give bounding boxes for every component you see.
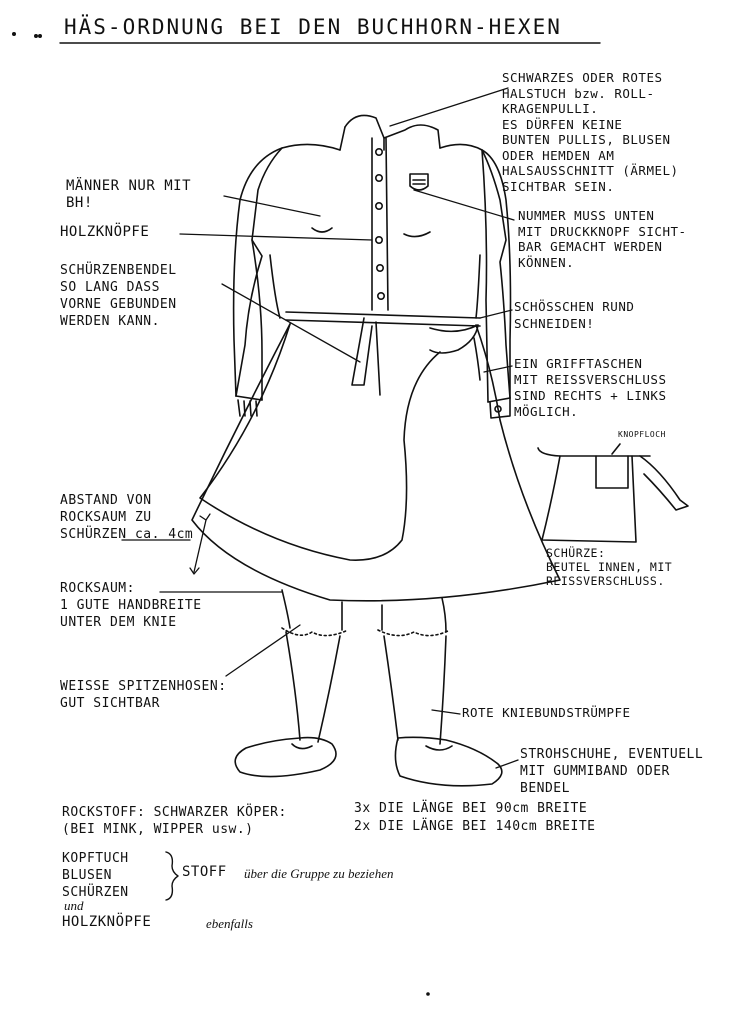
label-gruppe: über die Gruppe zu beziehen <box>244 866 394 881</box>
blouse-buttons <box>376 149 384 299</box>
label-stoffliste: KOPFTUCH BLUSEN SCHÜRZEN <box>62 851 129 900</box>
brace <box>166 852 178 900</box>
label-holzknoepfe-2: HOLZKNÖPFE <box>62 914 152 930</box>
label-laenge: 3x DIE LÄNGE BEI 90cm BREITE 2x DIE LÄNGE BEI 140cm BREITE <box>354 801 596 834</box>
legs <box>282 590 450 744</box>
label-schuerzenbendel: SCHÜRZENBENDEL SO LANG DASS VORNE GEBUNDEN WERDEN KANN. <box>60 263 177 329</box>
number-badge <box>410 174 428 190</box>
label-und: und <box>64 898 84 913</box>
label-grifftaschen: EIN GRIFFTASCHEN MIT REISSVERSCHLUSS SIND RECHTS + LINKS MÖGLICH. <box>514 356 667 419</box>
blouse-collar <box>340 115 440 150</box>
margin-dot <box>427 993 429 995</box>
margin-dot <box>13 33 15 35</box>
skirt-outline <box>192 324 560 601</box>
label-rockstoff: ROCKSTOFF: SCHWARZER KÖPER: (BEI MINK, WIPPER usw.) <box>62 805 287 837</box>
margin-dot <box>35 35 37 37</box>
margin-dot <box>39 35 41 37</box>
straw-shoes <box>235 737 502 785</box>
blouse-outline <box>234 138 511 418</box>
label-rocksaum: ROCKSAUM: 1 GUTE HANDBREITE UNTER DEM KNIE <box>60 581 202 630</box>
label-ebenfalls: ebenfalls <box>206 916 253 931</box>
apron-waistband <box>286 312 480 395</box>
label-holzknoepfe: HOLZKNÖPFE <box>60 224 150 240</box>
label-nummer: NUMMER MUSS UNTEN MIT DRUCKKNOPF SICHT- BAR GEMACHT WERDEN KÖNNEN. <box>518 208 687 270</box>
label-maenner: MÄNNER NUR MIT BH! <box>66 178 192 211</box>
label-halstuch: SCHWARZES ODER ROTES HALSTUCH bzw. ROLL- KRAGENPULLI. ES DÜRFEN KEINE BUNTEN PULLIS, BLUSEN ODER HEMDEN AM HALSAUSSCHNITT (ÄRMEL) SICHTBAR SEIN. <box>502 70 679 194</box>
page-title: HÄS-ORDNUNG BEI DEN BUCHHORN-HEXEN <box>64 15 562 39</box>
label-spitzenhosen: WEISSE SPITZENHOSEN: GUT SICHTBAR <box>60 679 227 711</box>
apron-detail-sketch <box>538 444 688 542</box>
label-schoesschen: SCHÖSSCHEN RUND SCHNEIDEN! <box>514 299 635 331</box>
label-knopfloch: KNOPFLOCH <box>618 430 666 439</box>
label-strohschuhe: STROHSCHUHE, EVENTUELL MIT GUMMIBAND ODER BENDEL <box>520 747 704 796</box>
label-schuerze: SCHÜRZE: BEUTEL INNEN, MIT REISSVERSCHLUSS. <box>546 546 673 588</box>
label-stoff: STOFF <box>182 864 227 880</box>
label-abstand: ABSTAND VON ROCKSAUM ZU SCHÜRZEN ca. 4cm <box>60 493 194 542</box>
label-struempfe: ROTE KNIEBUNDSTRÜMPFE <box>462 705 631 720</box>
